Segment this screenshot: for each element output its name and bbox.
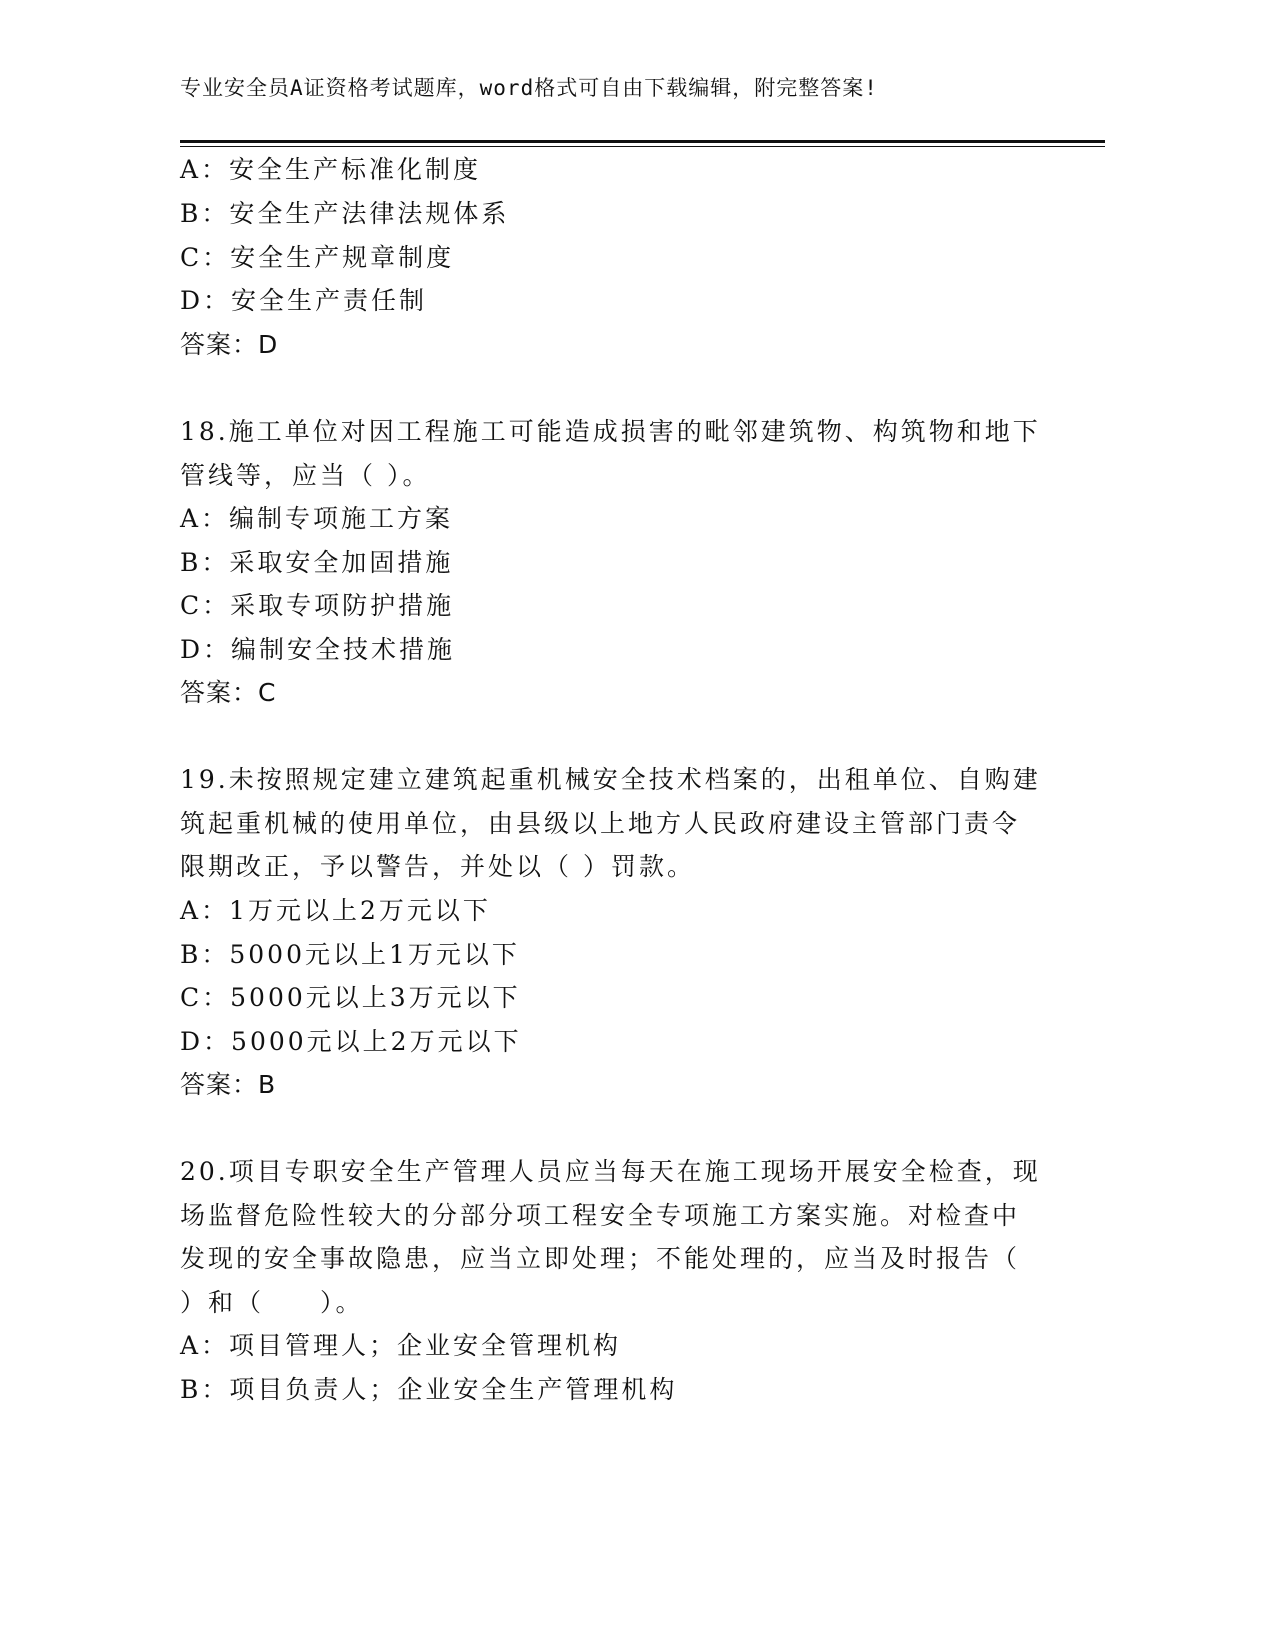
q18-option-c: C：采取专项防护措施 bbox=[180, 591, 455, 620]
q19-stem-line-3: 限期改正，予以警告，并处以（ ）罚款。 bbox=[180, 852, 695, 881]
q20-stem-line-1: 20.项目专职安全生产管理人员应当每天在施工现场开展安全检查，现 bbox=[180, 1157, 1041, 1186]
q17-option-b: B：安全生产法律法规体系 bbox=[180, 199, 510, 228]
q17-option-d: D：安全生产责任制 bbox=[180, 286, 428, 315]
q18-option-b: B：采取安全加固措施 bbox=[180, 548, 454, 577]
q18-option-d: D：编制安全技术措施 bbox=[180, 635, 456, 664]
q18-option-a: A：编制专项施工方案 bbox=[180, 504, 454, 533]
q20-option-a: A：项目管理人；企业安全管理机构 bbox=[180, 1331, 622, 1360]
q20-stem-line-2: 场监督危险性较大的分部分项工程安全专项施工方案实施。对检查中 bbox=[180, 1201, 1021, 1230]
page-header-text: 专业安全员A证资格考试题库，word格式可自由下载编辑，附完整答案! bbox=[180, 76, 878, 100]
q19-option-b: B：5000元以上1万元以下 bbox=[180, 940, 520, 969]
header-rule-thick bbox=[180, 140, 1105, 143]
q20-option-b: B：项目负责人；企业安全生产管理机构 bbox=[180, 1375, 678, 1404]
q19-option-c: C：5000元以上3万元以下 bbox=[180, 983, 521, 1012]
q17-answer: 答案：D bbox=[180, 330, 279, 359]
q17-option-a: A：安全生产标准化制度 bbox=[180, 155, 482, 184]
header-rule-thin bbox=[180, 146, 1105, 147]
q19-stem-line-1: 19.未按照规定建立建筑起重机械安全技术档案的，出租单位、自购建 bbox=[180, 765, 1041, 794]
q19-stem-line-2: 筑起重机械的使用单位，由县级以上地方人民政府建设主管部门责令 bbox=[180, 809, 1021, 838]
q17-option-c: C：安全生产规章制度 bbox=[180, 243, 455, 272]
q18-answer: 答案：C bbox=[180, 678, 277, 707]
q19-answer: 答案：B bbox=[180, 1070, 277, 1099]
q19-option-a: A：1万元以上2万元以下 bbox=[180, 896, 491, 925]
q18-stem-line-2: 管线等，应当（ ）。 bbox=[180, 461, 431, 490]
q19-option-d: D：5000元以上2万元以下 bbox=[180, 1027, 522, 1056]
q20-stem-line-3: 发现的安全事故隐患，应当立即处理；不能处理的，应当及时报告（ bbox=[180, 1244, 1021, 1273]
q20-stem-line-4: ）和（ ）。 bbox=[180, 1288, 364, 1317]
q18-stem-line-1: 18.施工单位对因工程施工可能造成损害的毗邻建筑物、构筑物和地下 bbox=[180, 417, 1041, 446]
